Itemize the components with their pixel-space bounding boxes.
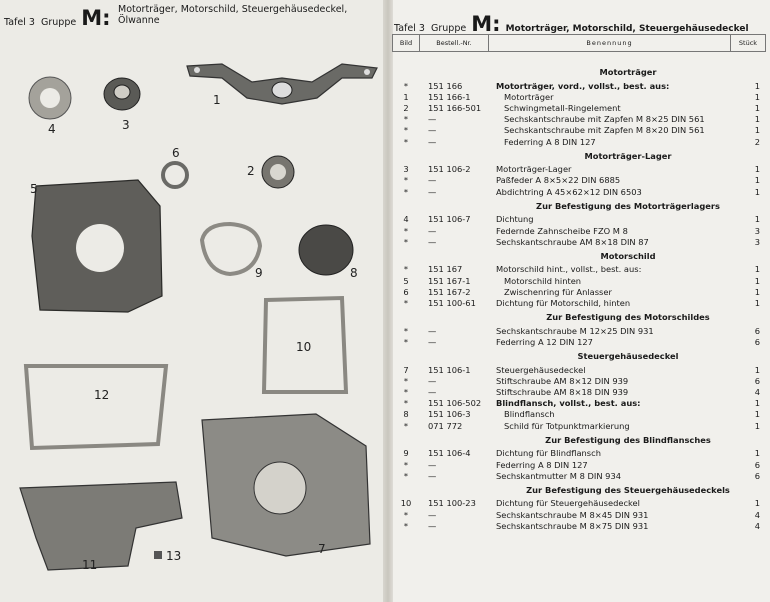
stueck-cell: 6 [754, 325, 760, 336]
stueck-cell: 6 [754, 459, 760, 470]
col-bild: Bild [393, 35, 420, 52]
stueck-cell: 1 [754, 80, 760, 91]
figure-label-1: 1 [213, 93, 221, 107]
bestell-nr-cell: — [428, 225, 437, 236]
parts-row [392, 365, 766, 376]
figure-label-2: 2 [247, 164, 255, 178]
part-7-timing-cover [196, 410, 376, 560]
bestell-nr-cell: — [428, 336, 437, 347]
part-13-small-item [153, 550, 163, 560]
bild-cell: * [403, 520, 409, 531]
stueck-cell: 1 [754, 214, 760, 225]
bild-cell: * [403, 298, 409, 308]
figure-label-10: 10 [296, 340, 312, 354]
parts-row [392, 471, 766, 482]
stueck-cell: 4 [754, 387, 760, 397]
benennung-cell: Schwingmetall-Ringelement [504, 102, 621, 113]
benennung-cell: Steuergehäusedeckel [496, 364, 586, 375]
bild-cell: 10 [400, 498, 412, 509]
bestell-nr-cell: 151 106-1 [428, 364, 471, 375]
benennung-cell: Dichtung für Motorschild, hinten [496, 298, 631, 308]
bestell-nr-cell: — [428, 136, 437, 147]
parts-row [392, 398, 766, 409]
parts-row [392, 92, 766, 103]
parts-row [392, 460, 766, 471]
stueck-cell: 1 [754, 186, 760, 197]
right-group-letter: M: [471, 12, 501, 36]
bestell-nr-cell: — [428, 470, 437, 481]
section-heading: Motorschild [600, 250, 656, 261]
stueck-cell: 1 [754, 275, 760, 286]
left-title-line1: Motorträger, Motorschild, Steuergehäusedeckel, [118, 4, 348, 15]
parts-row [392, 298, 766, 309]
bild-cell: 3 [403, 164, 409, 175]
left-title-line2: Ölwanne [118, 15, 160, 26]
benennung-cell: Federring A 8 DIN 127 [504, 136, 596, 147]
bild-cell: * [403, 325, 409, 336]
bild-cell: 4 [403, 214, 409, 225]
gruppe-label: Gruppe [41, 17, 77, 28]
left-header [4, 6, 113, 30]
bild-cell: * [403, 459, 409, 470]
column-header [392, 34, 766, 52]
part-11-oil-pan [16, 478, 186, 578]
part-2-ring-element [258, 152, 298, 192]
benennung-cell: Federnde Zahnscheibe FZO M 8 [496, 225, 628, 236]
stueck-cell: 1 [754, 364, 760, 375]
bild-cell: * [403, 80, 409, 91]
stueck-cell: 1 [754, 125, 760, 136]
bestell-nr-cell: 151 106-3 [428, 409, 471, 420]
part-5-motor-plate [28, 176, 168, 316]
stueck-cell: 1 [754, 398, 760, 409]
parts-row [392, 125, 766, 136]
benennung-cell: Sechskantmutter M 8 DIN 934 [496, 470, 621, 481]
figure-label-13: 13 [166, 549, 182, 563]
parts-row [392, 326, 766, 337]
section-heading: Steuergehäusedeckel [577, 351, 679, 362]
col-bestell-nr: Bestell.-Nr. [420, 35, 489, 52]
bild-cell: 9 [403, 448, 409, 459]
bild-cell: * [403, 398, 409, 409]
figure-label-3: 3 [122, 118, 130, 132]
stueck-cell: 1 [754, 114, 760, 125]
bild-cell: * [403, 470, 409, 481]
parts-row [392, 264, 766, 275]
parts-row [392, 337, 766, 348]
benennung-cell: Sechskantschraube M 8×45 DIN 931 [496, 509, 649, 520]
benennung-cell: Dichtung [496, 214, 534, 225]
bild-cell: 2 [403, 102, 409, 113]
benennung-cell: Motorträger [504, 91, 554, 102]
benennung-cell: Paßfeder A 8×5×22 DIN 6885 [496, 175, 621, 186]
parts-row [392, 103, 766, 114]
bestell-nr-cell: 151 100-23 [428, 498, 476, 509]
bestell-nr-cell: 071 772 [428, 420, 463, 431]
right-header [394, 12, 749, 36]
benennung-cell: Federring A 12 DIN 127 [496, 336, 593, 347]
stueck-cell: 1 [754, 298, 760, 308]
stueck-cell: 6 [754, 470, 760, 481]
bild-cell: 7 [403, 364, 409, 375]
benennung-cell: Sechskantschraube M 12×25 DIN 931 [496, 325, 654, 336]
bild-cell: * [403, 236, 409, 247]
bestell-nr-cell: 151 106-4 [428, 448, 471, 459]
parts-row [392, 521, 766, 532]
benennung-cell: Sechskantschraube mit Zapfen M 8×20 DIN 561 [504, 125, 705, 136]
right-title: Motorträger, Motorschild, Steuergehäusedeckel [505, 24, 749, 34]
stueck-cell: 6 [754, 336, 760, 347]
group-letter: M: [81, 6, 111, 30]
parts-row [392, 81, 766, 92]
parts-row [392, 226, 766, 237]
parts-row [392, 409, 766, 420]
part-4-gasket [26, 74, 74, 122]
benennung-cell: Abdichtring A 45×62×12 DIN 6503 [496, 186, 642, 197]
parts-row [392, 114, 766, 125]
figure-label-7: 7 [318, 542, 326, 556]
bild-cell: * [403, 420, 409, 431]
bestell-nr-cell: — [428, 175, 437, 186]
stueck-cell: 1 [754, 498, 760, 509]
bestell-nr-cell: 151 167-1 [428, 275, 471, 286]
parts-row [392, 137, 766, 148]
col-benennung: Benennung [489, 35, 731, 52]
stueck-cell: 4 [754, 509, 760, 520]
figure-label-12: 12 [94, 388, 110, 402]
parts-row [392, 214, 766, 225]
parts-row [392, 287, 766, 298]
figure-label-11: 11 [82, 558, 98, 572]
tafel-label: Tafel 3 [4, 17, 35, 28]
stueck-cell: 3 [754, 225, 760, 236]
bild-cell: * [403, 387, 409, 397]
stueck-cell: 1 [754, 175, 760, 186]
bestell-nr-cell: 151 106-502 [428, 398, 482, 409]
part-1-motor-mount [182, 58, 382, 118]
bild-cell: 6 [403, 286, 409, 297]
parts-row [392, 164, 766, 175]
parts-row [392, 237, 766, 248]
bestell-nr-cell: 151 166 [428, 80, 463, 91]
bild-cell: 5 [403, 275, 409, 286]
bestell-nr-cell: 151 100-61 [428, 298, 476, 308]
parts-row [392, 387, 766, 398]
stueck-cell: 1 [754, 286, 760, 297]
stueck-cell: 1 [754, 164, 760, 175]
bestell-nr-cell: 151 106-7 [428, 214, 471, 225]
parts-row [392, 175, 766, 186]
benennung-cell: Dichtung für Steuergehäusedeckel [496, 498, 640, 509]
parts-row [392, 376, 766, 387]
section-heading: Motorträger [599, 67, 657, 77]
bestell-nr-cell: — [428, 520, 437, 531]
bild-cell: 1 [403, 91, 409, 102]
stueck-cell: 1 [754, 264, 760, 275]
benennung-cell: Federring A 8 DIN 127 [496, 459, 588, 470]
stueck-cell: 2 [754, 136, 760, 147]
benennung-cell: Motorschild hinten [504, 275, 582, 286]
section-heading: Zur Befestigung des Motorträgerlagers [536, 200, 720, 211]
figure-label-6: 6 [172, 146, 180, 160]
benennung-cell: Motorschild hint., vollst., best. aus: [496, 264, 642, 275]
bild-cell: * [403, 136, 409, 147]
benennung-cell: Stiftschraube AM 8×18 DIN 939 [496, 387, 629, 397]
figure-label-9: 9 [255, 266, 263, 280]
stueck-cell: 3 [754, 236, 760, 247]
bestell-nr-cell: — [428, 375, 437, 386]
bild-cell: * [403, 186, 409, 197]
stueck-cell: 1 [754, 409, 760, 420]
bild-cell: * [403, 114, 409, 125]
parts-row [392, 448, 766, 459]
benennung-cell: Sechskantschraube mit Zapfen M 8×25 DIN 561 [504, 114, 705, 125]
bild-cell: * [403, 336, 409, 347]
bild-cell: * [403, 375, 409, 386]
benennung-cell: Blindflansch, vollst., best. aus: [496, 398, 641, 409]
bestell-nr-cell: — [428, 186, 437, 197]
part-8-blind-flange [296, 222, 356, 278]
bestell-nr-cell: — [428, 114, 437, 125]
bild-cell: * [403, 225, 409, 236]
benennung-cell: Stiftschraube AM 8×12 DIN 939 [496, 375, 629, 386]
bild-cell: * [403, 264, 409, 275]
bestell-nr-cell: 151 167-2 [428, 286, 471, 297]
bestell-nr-cell: 151 106-2 [428, 164, 471, 175]
benennung-cell: Dichtung für Blindflansch [496, 448, 601, 459]
bestell-nr-cell: 151 166-1 [428, 91, 471, 102]
benennung-cell: Zwischenring für Anlasser [504, 286, 612, 297]
benennung-cell: Motorträger-Lager [496, 164, 572, 175]
section-heading: Zur Befestigung des Steuergehäusedeckels [526, 484, 730, 495]
parts-row [392, 276, 766, 287]
stueck-cell: 1 [754, 102, 760, 113]
figure-label-5: 5 [30, 182, 38, 196]
figure-label-4: 4 [48, 122, 56, 136]
bestell-nr-cell: — [428, 509, 437, 520]
benennung-cell: Blindflansch [504, 409, 555, 420]
stueck-cell: 1 [754, 91, 760, 102]
stueck-cell: 1 [754, 420, 760, 431]
benennung-cell: Sechskantschraube M 8×75 DIN 931 [496, 520, 649, 531]
parts-row [392, 187, 766, 198]
bild-cell: * [403, 175, 409, 186]
stueck-cell: 4 [754, 520, 760, 531]
bestell-nr-cell: — [428, 459, 437, 470]
bestell-nr-cell: 151 166-501 [428, 102, 482, 113]
bild-cell: * [403, 509, 409, 520]
benennung-cell: Sechskantschraube AM 8×18 DIN 87 [496, 236, 649, 247]
benennung-cell: Schild für Totpunktmarkierung [504, 420, 630, 431]
part-12-oil-pan-gasket [22, 360, 172, 455]
bild-cell: * [403, 125, 409, 136]
bestell-nr-cell: — [428, 325, 437, 336]
part-3-bearing [102, 72, 142, 118]
stueck-cell: 1 [754, 448, 760, 459]
benennung-cell: Motorträger, vord., vollst., best. aus: [496, 80, 670, 91]
figure-label-8: 8 [350, 266, 358, 280]
bild-cell: 8 [403, 409, 409, 420]
parts-row [392, 421, 766, 432]
right-gruppe-label: Gruppe [431, 23, 467, 34]
bestell-nr-cell: — [428, 236, 437, 247]
stueck-cell: 6 [754, 375, 760, 386]
bestell-nr-cell: — [428, 125, 437, 136]
section-heading: Zur Befestigung des Blindflansches [545, 434, 711, 445]
bestell-nr-cell: — [428, 387, 437, 397]
right-tafel-label: Tafel 3 [394, 23, 425, 34]
section-heading: Motorträger-Lager [584, 150, 672, 161]
section-heading: Zur Befestigung des Motorschildes [546, 312, 710, 323]
col-stueck: Stück [731, 35, 766, 52]
parts-row [392, 510, 766, 521]
bestell-nr-cell: 151 167 [428, 264, 463, 275]
parts-row [392, 498, 766, 509]
